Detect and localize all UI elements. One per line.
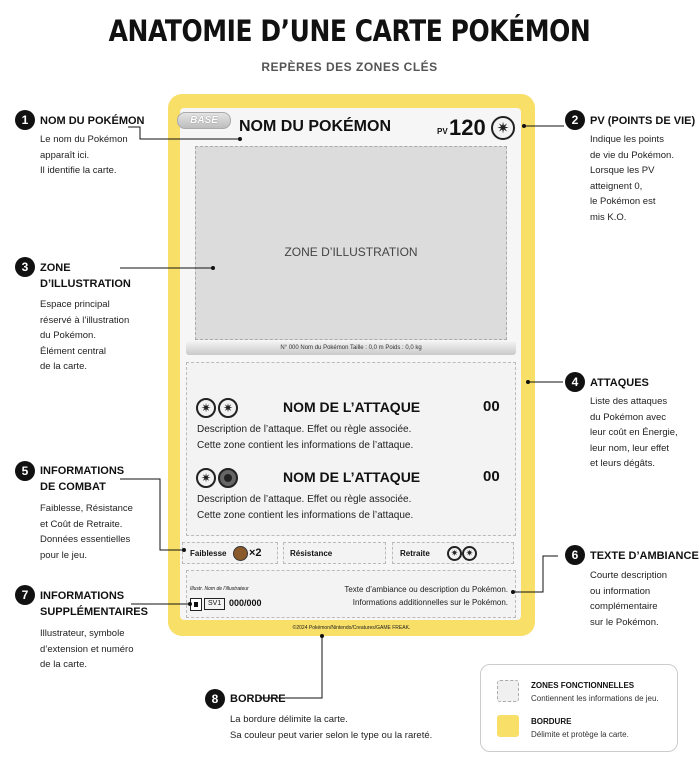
attack-damage: 00 (483, 468, 500, 485)
annotation-badge-6: 6 (565, 545, 585, 565)
annotation-title-8: BORDURE (230, 693, 286, 705)
annotation-title-6: TEXTE D’AMBIANCE (590, 550, 699, 562)
annotation-badge-5: 5 (15, 461, 35, 481)
annotation-title-7: INFORMATIONS SUPPLÉMENTAIRES (40, 590, 148, 618)
attack-name: NOM DE L’ATTAQUE (283, 469, 421, 485)
annotation-desc-3: Espace principal réservé à l’illustration du Pokémon. Élément central de la carte. (40, 299, 130, 372)
attack-name: NOM DE L’ATTAQUE (283, 399, 421, 415)
annotation-badge-3: 3 (15, 257, 35, 277)
retreat-label: Retraite (400, 549, 430, 558)
colorless-energy-icon: ✷ (196, 398, 216, 418)
annotation-desc-4: Liste des attaques du Pokémon avec leur coût en Énergie, leur nom, leur effet et leurs dégâts. (590, 396, 678, 469)
flavor-text: Texte d’ambiance ou description du Pokémon. Informations additionnelles sur le Pokémon. (344, 585, 508, 607)
weakness-label: Faiblesse (190, 549, 227, 558)
annotation-desc-1: Le nom du Pokémon apparaît ici. Il identifie la carte. (40, 134, 128, 176)
copyright-text: ©2024 Pokémon/Nintendo/Creatures/GAME FREAK. (292, 625, 411, 631)
annotation-title-3: ZONE D’ILLUSTRATION (40, 262, 131, 290)
legend-functional-title: ZONES FONCTIONNELLES (531, 681, 635, 690)
annotation-desc-7: Illustrateur, symbole d’extension et numéro de la carte. (40, 628, 134, 670)
annotation-badge-7: 7 (15, 585, 35, 605)
legend-functional-desc: Contiennent les informations de jeu. (531, 694, 659, 703)
legend-swatch-functional (497, 680, 519, 702)
annotation-desc-5: Faiblesse, Résistance et Coût de Retraite. Données essentielles pour le jeu. (40, 503, 133, 561)
card-pokemon-name: NOM DU POKÉMON (239, 118, 391, 135)
pokedex-info-strip: N° 000 Nom du Pokémon Taille : 0,0 m Poids : 0,0 kg (186, 341, 516, 355)
stage-badge: BASE (177, 112, 231, 129)
annotation-badge-4: 4 (565, 372, 585, 392)
annotation-badge-2: 2 (565, 110, 585, 130)
legend-swatch-border (497, 715, 519, 737)
legend-border-desc: Délimite et protège la carte. (531, 730, 629, 739)
page-subtitle: REPÈRES DES ZONES CLÉS (261, 60, 438, 74)
annotation-title-1: NOM DU POKÉMON (40, 115, 145, 127)
annotation-desc-2: Indique les points de vie du Pokémon. Lorsque les PV atteignent 0, le Pokémon est mis K.O. (590, 134, 674, 223)
attack-description: Description de l’attaque. Effet ou règle associée. Cette zone contient les informations de l’attaque. (197, 424, 414, 451)
annotation-title-5: INFORMATIONS DE COMBAT (40, 465, 125, 493)
annotation-desc-6: Courte description ou information complémentaire sur le Pokémon. (590, 570, 668, 628)
type-energy-icon: ✷ (491, 116, 515, 140)
page-title: ANATOMIE D’UNE CARTE POKÉMON (108, 14, 591, 48)
attack-damage: 00 (483, 398, 500, 415)
colorless-energy-icon: ✷ (447, 546, 462, 561)
annotation-title-2: PV (POINTS DE VIE) (590, 115, 696, 127)
weakness-value: ×2 (249, 547, 262, 559)
hp-value: 120 (449, 115, 486, 140)
illustrator-credit: Illustr. Nom de l’illustrateur (190, 586, 249, 592)
hp-label: PV (437, 127, 448, 136)
annotation-desc-8: La bordure délimite la carte. Sa couleur peut varier selon le type ou la rareté. (230, 714, 433, 741)
colorless-energy-icon: ✷ (218, 398, 238, 418)
card-number: 000/000 (229, 598, 262, 608)
annotation-badge-8: 8 (205, 689, 225, 709)
attack-description: Description de l’attaque. Effet ou règle associée. Cette zone contient les informations de l’attaque. (197, 494, 414, 521)
colorless-energy-icon: ✷ (462, 546, 477, 561)
resistance-label: Résistance (290, 549, 333, 558)
illustration-label: ZONE D’ILLUSTRATION (284, 245, 418, 259)
legend-border-title: BORDURE (531, 717, 572, 726)
colorless-energy-icon: ✷ (196, 468, 216, 488)
annotation-badge-1: 1 (15, 110, 35, 130)
set-code: SV1 (204, 598, 225, 610)
annotation-title-4: ATTAQUES (590, 377, 649, 389)
